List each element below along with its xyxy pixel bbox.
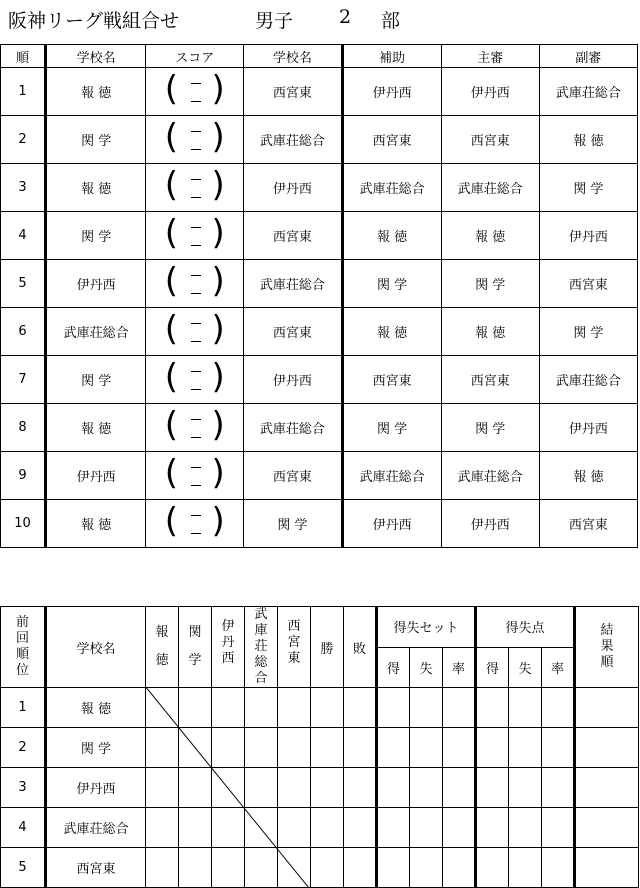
wins-cell[interactable]	[311, 728, 344, 768]
vice-referee: 報 徳	[539, 116, 637, 164]
assist-official: 伊丹西	[342, 500, 441, 548]
result-cell[interactable]	[146, 808, 179, 848]
set-loss-cell[interactable]	[410, 768, 443, 808]
score-cell[interactable]	[146, 212, 244, 260]
referee: 関 学	[441, 260, 539, 308]
school-name: 報 徳	[46, 688, 146, 728]
point-gain-cell[interactable]	[476, 768, 509, 808]
school-name: 西宮東	[46, 848, 146, 888]
set-loss-cell[interactable]	[410, 688, 443, 728]
point-loss-header: 失	[509, 647, 542, 688]
referee: 武庫荘総合	[441, 164, 539, 212]
point-rate-cell[interactable]	[542, 848, 575, 888]
final-rank-cell[interactable]	[575, 688, 639, 728]
set-gain-cell[interactable]	[377, 848, 410, 888]
header-losses: 敗	[344, 607, 377, 688]
match-row	[1, 500, 638, 548]
assist-official: 武庫荘総合	[342, 452, 441, 500]
standings-row	[1, 728, 639, 768]
set-rate-cell[interactable]	[443, 768, 476, 808]
team-a: 関 学	[46, 116, 146, 164]
point-rate-cell[interactable]	[542, 688, 575, 728]
referee: 報 徳	[441, 212, 539, 260]
point-gain-cell[interactable]	[476, 808, 509, 848]
team-b: 伊丹西	[244, 356, 342, 404]
set-loss-cell[interactable]	[410, 728, 443, 768]
team-a: 報 徳	[46, 404, 146, 452]
vice-referee: 関 学	[539, 308, 637, 356]
score-cell[interactable]	[146, 404, 244, 452]
set-rate-cell[interactable]	[443, 808, 476, 848]
result-cell[interactable]	[146, 688, 179, 728]
result-cell[interactable]	[179, 768, 212, 808]
referee: 武庫荘総合	[441, 452, 539, 500]
match-order: 4	[1, 212, 46, 260]
match-row	[1, 116, 638, 164]
point-gain-cell[interactable]	[476, 848, 509, 888]
prev-rank: 4	[1, 808, 46, 848]
header-result-rank: 結 果 順	[575, 607, 639, 688]
score-cell[interactable]	[146, 164, 244, 212]
prev-rank: 1	[1, 688, 46, 728]
set-rate-cell[interactable]	[443, 728, 476, 768]
score-cell[interactable]	[146, 308, 244, 356]
team-b: 武庫荘総合	[244, 260, 342, 308]
team-a: 伊丹西	[46, 260, 146, 308]
standings-row	[1, 768, 639, 808]
assist-official: 伊丹西	[342, 68, 441, 116]
point-rate-cell[interactable]	[542, 768, 575, 808]
prev-rank: 5	[1, 848, 46, 888]
losses-cell[interactable]	[344, 848, 377, 888]
score-cell[interactable]	[146, 116, 244, 164]
result-cell[interactable]	[278, 808, 311, 848]
result-cell[interactable]	[278, 768, 311, 808]
point-loss-cell[interactable]	[509, 728, 542, 768]
result-cell[interactable]	[245, 688, 278, 728]
header-order: 順	[1, 45, 46, 68]
wins-cell[interactable]	[311, 768, 344, 808]
result-cell[interactable]	[245, 808, 278, 848]
standings-header-row	[1, 607, 639, 648]
score-bracket: ( )	[164, 404, 225, 445]
match-order: 6	[1, 308, 46, 356]
assist-official: 西宮東	[342, 356, 441, 404]
header-school: 学校名	[46, 607, 146, 688]
point-loss-cell[interactable]	[509, 688, 542, 728]
set-rate-header: 率	[443, 647, 476, 688]
gender-label: 男子	[255, 10, 294, 32]
match-row	[1, 308, 638, 356]
point-loss-cell[interactable]	[509, 808, 542, 848]
set-loss-header: 失	[410, 647, 443, 688]
score-bracket: ( )	[164, 260, 225, 301]
standings-row	[1, 688, 639, 728]
header-opp-itaminishi: 伊 丹 西	[212, 607, 245, 688]
score-bracket: ( )	[164, 452, 225, 493]
result-cell[interactable]	[245, 768, 278, 808]
header-school-a: 学校名	[46, 45, 146, 68]
team-b: 関 学	[244, 500, 342, 548]
result-cell[interactable]	[245, 728, 278, 768]
losses-cell[interactable]	[344, 768, 377, 808]
score-bracket: ( )	[164, 356, 225, 397]
standings-table	[0, 606, 639, 888]
standings-row	[1, 808, 639, 848]
vice-referee: 武庫荘総合	[539, 68, 637, 116]
header-wins: 勝	[311, 607, 344, 688]
result-cell[interactable]	[179, 688, 212, 728]
header-opp-hotoku: 報 徳	[146, 607, 179, 688]
referee: 伊丹西	[441, 500, 539, 548]
score-bracket: ( )	[164, 164, 225, 205]
result-cell[interactable]	[179, 808, 212, 848]
score-cell[interactable]	[146, 356, 244, 404]
header-opp-mukonoso: 武 庫 荘 総 合	[245, 607, 278, 688]
match-order: 10	[1, 500, 46, 548]
result-cell[interactable]	[179, 848, 212, 888]
vice-referee: 西宮東	[539, 500, 637, 548]
league-title: 阪神リーグ戦組合せ	[8, 10, 180, 32]
referee: 西宮東	[441, 116, 539, 164]
wins-cell[interactable]	[311, 848, 344, 888]
point-gain-cell[interactable]	[476, 728, 509, 768]
header-opp-kangaku: 関 学	[179, 607, 212, 688]
match-order: 9	[1, 452, 46, 500]
vice-referee: 報 徳	[539, 452, 637, 500]
score-cell[interactable]	[146, 500, 244, 548]
vice-referee: 関 学	[539, 164, 637, 212]
score-cell[interactable]	[146, 68, 244, 116]
referee: 関 学	[441, 404, 539, 452]
final-rank-cell[interactable]	[575, 768, 639, 808]
result-cell[interactable]	[179, 728, 212, 768]
result-cell[interactable]	[212, 768, 245, 808]
result-cell[interactable]	[146, 768, 179, 808]
header-set-diff: 得失セット	[377, 607, 476, 648]
result-cell[interactable]	[146, 728, 179, 768]
result-cell[interactable]	[278, 848, 311, 888]
school-name: 関 学	[46, 728, 146, 768]
team-a: 関 学	[46, 212, 146, 260]
team-a: 報 徳	[46, 164, 146, 212]
school-name: 伊丹西	[46, 768, 146, 808]
match-row	[1, 260, 638, 308]
point-gain-cell[interactable]	[476, 688, 509, 728]
losses-cell[interactable]	[344, 808, 377, 848]
match-order: 8	[1, 404, 46, 452]
vice-referee: 伊丹西	[539, 404, 637, 452]
referee: 伊丹西	[441, 68, 539, 116]
set-gain-header: 得	[377, 647, 410, 688]
result-cell[interactable]	[212, 848, 245, 888]
division-number: 2	[339, 6, 352, 28]
team-a: 武庫荘総合	[46, 308, 146, 356]
set-rate-cell[interactable]	[443, 688, 476, 728]
set-loss-cell[interactable]	[410, 808, 443, 848]
set-gain-cell[interactable]	[377, 768, 410, 808]
final-rank-cell[interactable]	[575, 848, 639, 888]
match-row	[1, 452, 638, 500]
result-cell[interactable]	[278, 728, 311, 768]
score-cell[interactable]	[146, 452, 244, 500]
match-order: 7	[1, 356, 46, 404]
prev-rank: 2	[1, 728, 46, 768]
vice-referee: 西宮東	[539, 260, 637, 308]
match-order: 2	[1, 116, 46, 164]
losses-cell[interactable]	[344, 688, 377, 728]
score-bracket: ( )	[164, 68, 225, 109]
team-b: 西宮東	[244, 212, 342, 260]
prev-rank: 3	[1, 768, 46, 808]
team-a: 関 学	[46, 356, 146, 404]
team-b: 西宮東	[244, 68, 342, 116]
result-cell[interactable]	[245, 848, 278, 888]
set-gain-cell[interactable]	[377, 688, 410, 728]
header-vice-referee: 副審	[539, 45, 637, 68]
result-cell[interactable]	[278, 688, 311, 728]
team-b: 武庫荘総合	[244, 116, 342, 164]
match-order: 5	[1, 260, 46, 308]
match-order: 1	[1, 68, 46, 116]
point-rate-cell[interactable]	[542, 728, 575, 768]
header-school-b: 学校名	[244, 45, 342, 68]
school-name: 武庫荘総合	[46, 808, 146, 848]
match-row	[1, 356, 638, 404]
point-gain-header: 得	[476, 647, 509, 688]
team-a: 報 徳	[46, 68, 146, 116]
vice-referee: 伊丹西	[539, 212, 637, 260]
match-row	[1, 68, 638, 116]
wins-cell[interactable]	[311, 688, 344, 728]
team-b: 伊丹西	[244, 164, 342, 212]
vice-referee: 武庫荘総合	[539, 356, 637, 404]
header-opp-nishinomiyahigashi: 西 宮 東	[278, 607, 311, 688]
team-a: 伊丹西	[46, 452, 146, 500]
match-row	[1, 164, 638, 212]
result-cell[interactable]	[146, 848, 179, 888]
losses-cell[interactable]	[344, 728, 377, 768]
set-loss-cell[interactable]	[410, 848, 443, 888]
score-bracket: ( )	[164, 500, 225, 541]
point-loss-cell[interactable]	[509, 848, 542, 888]
header-assist: 補助	[342, 45, 441, 68]
team-a: 報 徳	[46, 500, 146, 548]
referee: 報 徳	[441, 308, 539, 356]
wins-cell[interactable]	[311, 808, 344, 848]
result-cell[interactable]	[212, 808, 245, 848]
referee: 西宮東	[441, 356, 539, 404]
score-cell[interactable]	[146, 260, 244, 308]
assist-official: 報 徳	[342, 308, 441, 356]
score-bracket: ( )	[164, 308, 225, 349]
result-cell[interactable]	[212, 688, 245, 728]
point-rate-header: 率	[542, 647, 575, 688]
team-b: 西宮東	[244, 452, 342, 500]
set-gain-cell[interactable]	[377, 808, 410, 848]
point-rate-cell[interactable]	[542, 808, 575, 848]
header-prev-rank: 前 回 順 位	[1, 607, 46, 688]
assist-official: 報 徳	[342, 212, 441, 260]
team-b: 武庫荘総合	[244, 404, 342, 452]
match-row	[1, 404, 638, 452]
set-gain-cell[interactable]	[377, 728, 410, 768]
assist-official: 武庫荘総合	[342, 164, 441, 212]
header-point-diff: 得失点	[476, 607, 575, 648]
assist-official: 西宮東	[342, 116, 441, 164]
match-schedule-table	[0, 44, 638, 548]
point-loss-cell[interactable]	[509, 768, 542, 808]
final-rank-cell[interactable]	[575, 728, 639, 768]
match-row	[1, 212, 638, 260]
score-bracket: ( )	[164, 116, 225, 157]
standings-row	[1, 848, 639, 888]
header-referee: 主審	[441, 45, 539, 68]
schedule-header-row	[1, 45, 638, 68]
match-order: 3	[1, 164, 46, 212]
result-cell[interactable]	[212, 728, 245, 768]
final-rank-cell[interactable]	[575, 808, 639, 848]
header-score: スコア	[146, 45, 244, 68]
team-b: 西宮東	[244, 308, 342, 356]
score-bracket: ( )	[164, 212, 225, 253]
division-suffix: 部	[381, 10, 401, 32]
assist-official: 関 学	[342, 260, 441, 308]
set-rate-cell[interactable]	[443, 848, 476, 888]
assist-official: 関 学	[342, 404, 441, 452]
